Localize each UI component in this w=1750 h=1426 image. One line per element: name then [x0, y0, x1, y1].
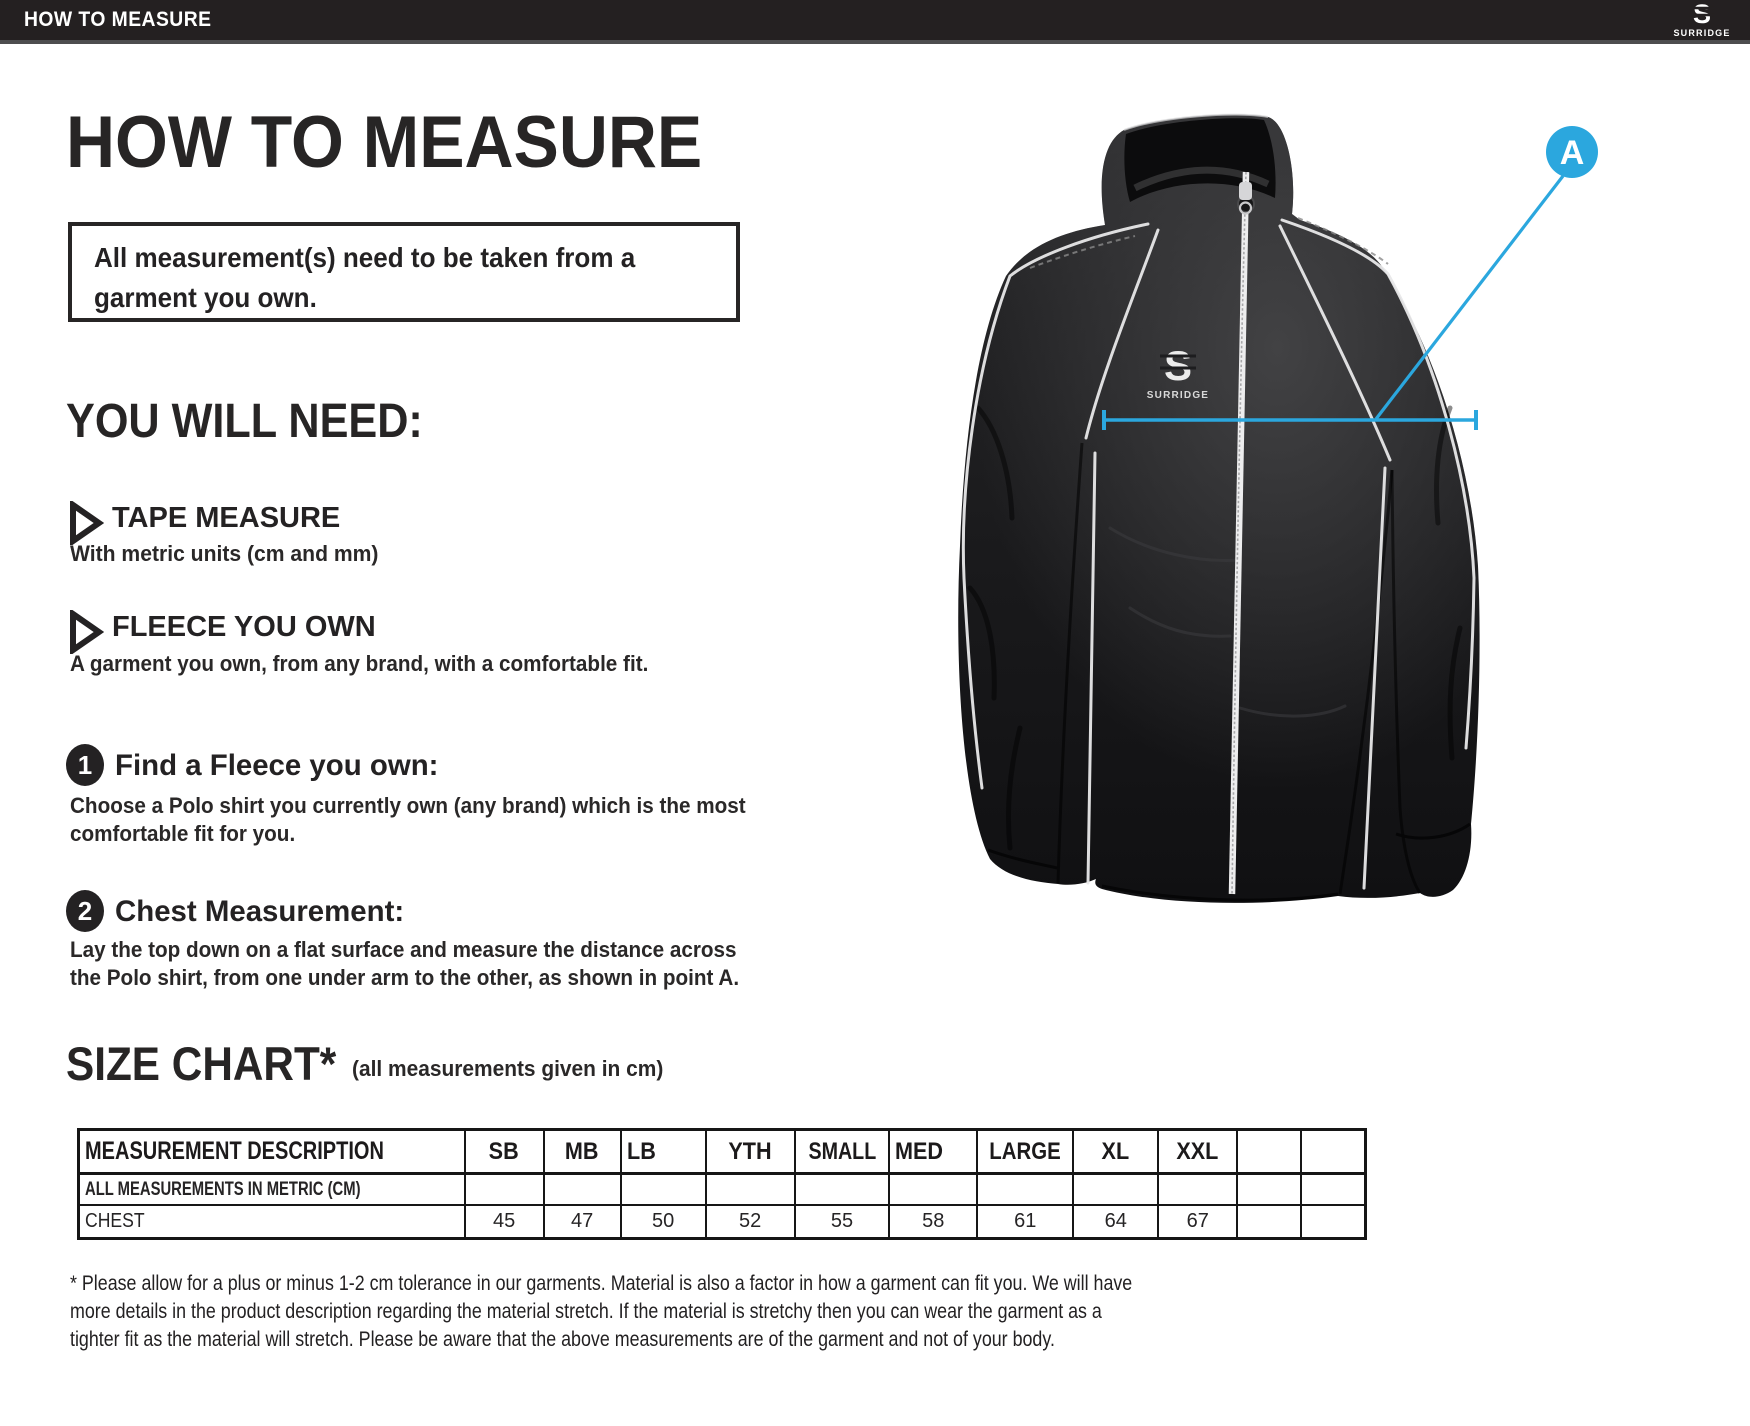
size-value-cell [544, 1174, 621, 1206]
step-2-title: Chest Measurement: [115, 895, 405, 928]
column-header: SMALL [795, 1130, 890, 1174]
column-header: LB [621, 1130, 706, 1174]
notice-text: All measurement(s) need to be taken from a garment you own. [94, 242, 636, 313]
measurement-annotation-svg [900, 100, 1620, 460]
top-bar [0, 0, 1750, 44]
size-value-cell: 55 [795, 1205, 890, 1239]
notice-box [68, 222, 740, 322]
top-bar-title: HOW TO MEASURE [24, 8, 212, 31]
column-header: YTH [706, 1130, 795, 1174]
size-chart-subheading: (all measurements given in cm) [352, 1056, 664, 1081]
size-chart-table [77, 1128, 1367, 1240]
size-value-cell [795, 1174, 890, 1206]
column-header: MB [544, 1130, 621, 1174]
row-label: CHEST [79, 1205, 465, 1239]
size-value-cell [889, 1174, 977, 1206]
svg-text:S: S [1692, 0, 1712, 29]
size-value-cell [621, 1174, 706, 1206]
tolerance-footnote: * Please allow for a plus or minus 1-2 cm tolerance in our garments. Material is also a factor in how a garment can fit you. We will have more details in the product description regarding the material stretch. If the material is stretchy then you can wear the garment as a tighter fit as the material will stretch. Please be aware that the above measurements are of the garment and not of your body. [70, 1272, 1133, 1351]
size-value-cell: 45 [465, 1205, 544, 1239]
fleece-description: A garment you own, from any brand, with a comfortable fit. [70, 651, 649, 676]
size-value-cell: 50 [621, 1205, 706, 1239]
step-2-badge: 2 [66, 890, 104, 932]
table-row-metric-note [79, 1174, 1366, 1206]
size-value-cell: 61 [977, 1205, 1073, 1239]
table-header-row [79, 1130, 1366, 1174]
size-value-cell [1158, 1174, 1237, 1206]
size-value-cell: 58 [889, 1205, 977, 1239]
step-1-title: Find a Fleece you own: [115, 749, 439, 782]
step-2-description: Lay the top down on a flat surface and measure the distance across the Polo shirt, from one under arm to the other, as shown in point A. [70, 937, 740, 990]
page-title: HOW TO MEASURE [66, 102, 703, 183]
tape-measure-description: With metric units (cm and mm) [70, 541, 379, 566]
size-chart-heading: SIZE CHART* [66, 1037, 337, 1090]
size-value-cell [1237, 1174, 1301, 1206]
column-header: LARGE [977, 1130, 1073, 1174]
size-value-cell [706, 1174, 795, 1206]
column-header [1237, 1130, 1301, 1174]
surridge-logo-icon [1662, 0, 1742, 40]
callout-line [1376, 176, 1563, 419]
brand-logo [1662, 0, 1742, 40]
size-value-cell [465, 1174, 544, 1206]
size-value-cell: 64 [1073, 1205, 1158, 1239]
size-value-cell [977, 1174, 1073, 1206]
size-value-cell: 47 [544, 1205, 621, 1239]
column-header: XL [1073, 1130, 1158, 1174]
size-value-cell [1073, 1174, 1158, 1206]
table-row-chest [79, 1205, 1366, 1239]
column-header: MED [889, 1130, 977, 1174]
column-header: XXL [1158, 1130, 1237, 1174]
column-header: SB [465, 1130, 544, 1174]
step-1-badge: 1 [66, 744, 104, 786]
column-header: MEASUREMENT DESCRIPTION [79, 1130, 465, 1174]
measurement-annotation [900, 100, 1620, 465]
fleece-title: FLEECE YOU OWN [112, 611, 376, 643]
size-value-cell: 52 [706, 1205, 795, 1239]
size-value-cell [1301, 1174, 1365, 1206]
svg-text:SURRIDGE: SURRIDGE [1146, 390, 1210, 401]
row-label: ALL MEASUREMENTS IN METRIC (CM) [79, 1174, 465, 1206]
tape-measure-title: TAPE MEASURE [112, 502, 341, 534]
svg-text:S: S [1163, 342, 1193, 389]
svg-text:SURRIDGE: SURRIDGE [1673, 28, 1731, 38]
you-will-need-heading: YOU WILL NEED: [66, 395, 423, 448]
step-1-description: Choose a Polo shirt you currently own (any brand) which is the most comfortable fit for you. [70, 793, 746, 846]
column-header [1301, 1130, 1365, 1174]
size-value-cell [1237, 1205, 1301, 1239]
point-a-label: A [1559, 134, 1585, 172]
size-value-cell [1301, 1205, 1365, 1239]
size-value-cell: 67 [1158, 1205, 1237, 1239]
